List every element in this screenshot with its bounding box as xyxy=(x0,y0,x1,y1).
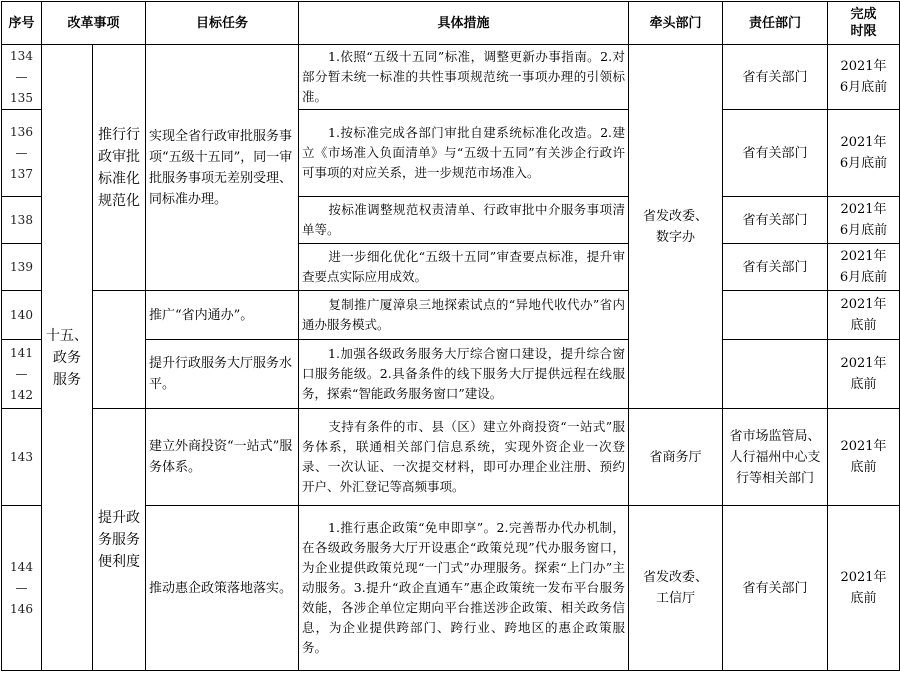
seq-dash: — xyxy=(15,69,28,84)
measure-text: 按标准调整规范权责清单、行政审批中介服务事项清单等。 xyxy=(302,202,626,237)
subcategory-empty-cell xyxy=(93,291,146,409)
category-line1: 十五、 xyxy=(46,327,88,344)
lead-dept-line2: 工信厅 xyxy=(656,591,696,606)
subcategory-b-cell xyxy=(93,409,146,671)
measure-text: 进一步细化优化“五级十五同”审查要点标准，提升审查要点实际应用成效。 xyxy=(302,249,626,284)
subcategory-b-line3: 便利度 xyxy=(98,553,140,570)
subcategory-a-line2: 政审批 xyxy=(98,148,140,165)
lead-dept-line1: 省发改委、 xyxy=(643,570,709,585)
header-measures: 具体措施 xyxy=(299,2,629,45)
deadline-line1: 2021年 xyxy=(840,570,887,585)
subcategory-a-line4: 规范化 xyxy=(98,192,140,209)
measure-text: 1.依照“五级十五同”标准，调整更新办事指南。2.对部分暂未统一标准的共性事项规范统一事项办理的引领标准。 xyxy=(302,49,626,104)
header-resp-dept: 责任部门 xyxy=(723,2,828,45)
deadline-line1: 2021年 xyxy=(840,439,887,454)
measure-text: 支持有条件的市、县（区）建立外商投资“一站式”服务体系，联通相关部门信息系统，实现外资企业一次登录、一次认证、一次提交材料，即可办理企业注册、预约开户、外汇登记等高频事项。 xyxy=(302,419,626,494)
resp-dept-cell: 省有关部门 xyxy=(723,506,828,671)
header-category: 改革事项 xyxy=(42,2,146,45)
deadline-line2: 底前 xyxy=(850,377,877,392)
deadline-line1: 2021年 xyxy=(840,59,887,74)
subcategory-a-line3: 标准化 xyxy=(98,170,140,187)
measure-cell xyxy=(299,291,629,340)
resp-dept-cell: 省市场监管局、人行福州中心支行等相关部门 xyxy=(723,409,828,506)
seq-cell: 138 xyxy=(2,197,42,244)
deadline-line2: 6月底前 xyxy=(839,223,888,238)
goal-cell: 推广“省内通办”。 xyxy=(146,291,299,340)
seq-cell: 143 xyxy=(2,409,42,506)
category-line3: 服务 xyxy=(53,371,81,388)
goal-cell: 提升行政服务大厅服务水平。 xyxy=(146,340,299,409)
deadline-line2: 6月底前 xyxy=(839,156,888,171)
deadline-line2: 底前 xyxy=(850,460,877,475)
deadline-line1: 2021年 xyxy=(840,249,887,264)
deadline-cell xyxy=(828,197,900,244)
deadline-line1: 2021年 xyxy=(840,135,887,150)
seq-end: 146 xyxy=(10,601,33,616)
deadline-line1: 2021年 xyxy=(840,202,887,217)
deadline-line2: 底前 xyxy=(850,318,877,333)
lead-dept-line2: 数字办 xyxy=(656,229,696,245)
measure-cell xyxy=(299,197,629,244)
category-cell xyxy=(42,45,93,671)
header-seq: 序号 xyxy=(2,2,42,45)
goal-cell: 推动惠企政策落地落实。 xyxy=(146,506,299,671)
table-row xyxy=(2,45,900,110)
seq-cell xyxy=(2,340,42,409)
deadline-cell xyxy=(828,340,900,409)
lead-dept-cell: 省商务厅 xyxy=(629,409,723,506)
lead-dept-line1: 省发改委、 xyxy=(643,208,709,224)
deadline-cell xyxy=(828,244,900,291)
subcategory-a-cell xyxy=(93,45,146,291)
measure-cell xyxy=(299,110,629,197)
header-deadline-line2: 时限 xyxy=(850,24,877,39)
measure-cell xyxy=(299,506,629,671)
measure-cell xyxy=(299,244,629,291)
seq-cell: 139 xyxy=(2,244,42,291)
resp-dept-cell: 省有关部门 xyxy=(723,45,828,110)
seq-cell: 140 xyxy=(2,291,42,340)
seq-dash: — xyxy=(15,145,28,160)
seq-cell xyxy=(2,110,42,197)
seq-dash: — xyxy=(15,366,28,381)
seq-start: 144 xyxy=(10,559,33,574)
resp-dept-cell: 省有关部门 xyxy=(723,197,828,244)
seq-cell xyxy=(2,45,42,110)
deadline-cell xyxy=(828,506,900,671)
deadline-line2: 6月底前 xyxy=(839,270,888,285)
deadline-cell xyxy=(828,45,900,110)
lead-dept-cell xyxy=(629,506,723,671)
header-deadline xyxy=(828,2,900,45)
deadline-cell xyxy=(828,409,900,506)
deadline-line1: 2021年 xyxy=(840,297,887,312)
measure-text: 复制推广厦漳泉三地探索试点的“异地代收代办”省内通办服务模式。 xyxy=(302,297,626,332)
seq-start: 136 xyxy=(10,124,33,139)
header-row xyxy=(2,2,900,45)
table-row xyxy=(2,291,900,340)
seq-end: 135 xyxy=(10,90,33,105)
seq-start: 141 xyxy=(10,345,33,360)
seq-start: 134 xyxy=(10,48,33,63)
resp-dept-cell-empty xyxy=(723,291,828,340)
measure-cell xyxy=(299,340,629,409)
measure-text: 1.推行惠企政策“免申即享”。2.完善帮办代办机制，在各级政务服务大厅开设惠企“政策兑现”代办服务窗口，为企业提供政策兑现“一门式”办理服务。探索“上门办”主动服务。3.提升“政企直通车”惠企政策统一发布平台服务效能，各涉企单位定期向平台推送涉企政策、相关政务信息，为企业提供跨部门、跨行业、跨地区的惠企政策服务。 xyxy=(302,520,626,655)
seq-end: 137 xyxy=(10,166,33,181)
deadline-line2: 底前 xyxy=(850,591,877,606)
header-deadline-line1: 完成 xyxy=(850,7,877,22)
deadline-line2: 6月底前 xyxy=(839,80,888,95)
lead-dept-cell-group xyxy=(629,45,723,409)
reform-table xyxy=(1,1,900,671)
resp-dept-cell: 省有关部门 xyxy=(723,244,828,291)
seq-end: 142 xyxy=(10,387,33,402)
category-line2: 政务 xyxy=(53,349,81,366)
goal-cell-group-a: 实现全省行政审批服务事项“五级十五同”，同一审批服务事项无差别受理、同标准办理。 xyxy=(146,45,299,291)
deadline-cell xyxy=(828,110,900,197)
measure-text: 1.按标准完成各部门审批自建系统标准化改造。2.建立《市场准入负面清单》与“五级十五同”有关涉企行政许可事项的对应关系，进一步规范市场准入。 xyxy=(302,125,626,180)
resp-dept-cell: 省有关部门 xyxy=(723,110,828,197)
header-goal: 目标任务 xyxy=(146,2,299,45)
subcategory-a-line1: 推行行 xyxy=(98,126,140,143)
measure-cell xyxy=(299,409,629,506)
resp-dept-cell-empty xyxy=(723,340,828,409)
seq-cell xyxy=(2,506,42,671)
measure-text: 1.加强各级政务服务大厅综合窗口建设，提升综合窗口服务能级。2.具备条件的线下服务大厅提供远程在线服务，探索“智能政务服务窗口”建设。 xyxy=(302,346,626,401)
subcategory-b-line2: 务服务 xyxy=(98,531,140,548)
goal-cell: 建立外商投资“一站式”服务体系。 xyxy=(146,409,299,506)
deadline-line1: 2021年 xyxy=(840,356,887,371)
table-row xyxy=(2,409,900,506)
subcategory-b-line1: 提升政 xyxy=(98,509,140,526)
seq-dash: — xyxy=(15,580,28,595)
measure-cell xyxy=(299,45,629,110)
deadline-cell xyxy=(828,291,900,340)
header-lead-dept: 牵头部门 xyxy=(629,2,723,45)
